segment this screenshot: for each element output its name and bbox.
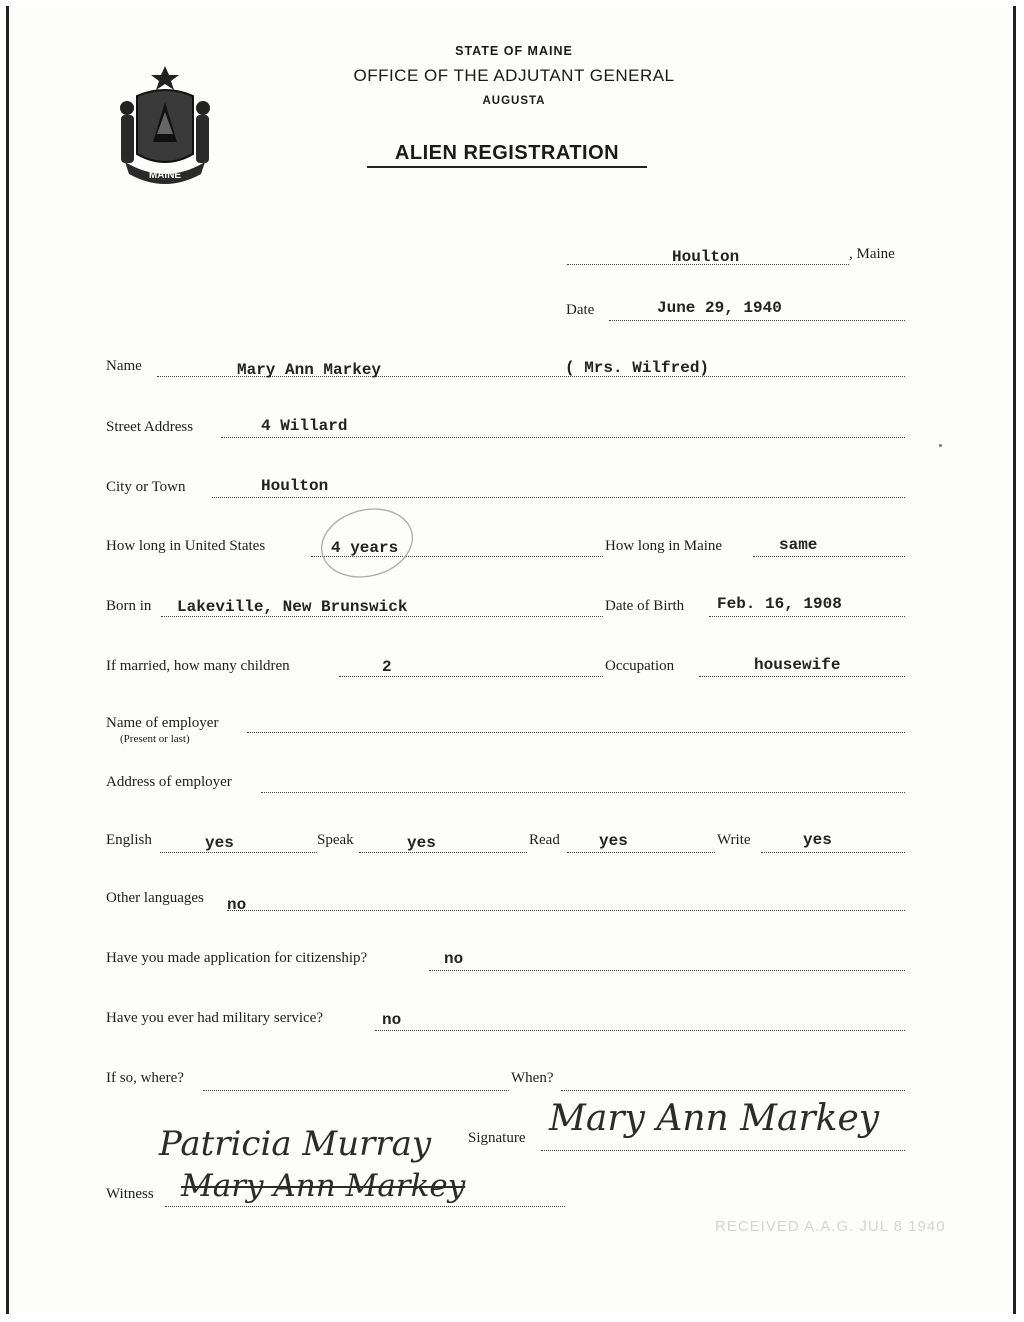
write-dotted-line bbox=[761, 852, 905, 853]
witness-label: Witness bbox=[106, 1186, 154, 1202]
english-label: English bbox=[106, 832, 152, 848]
speak-label: Speak bbox=[317, 832, 354, 848]
other-languages-dotted-line bbox=[227, 910, 905, 911]
employer-sublabel: (Present or last) bbox=[120, 733, 190, 745]
born-in-label: Born in bbox=[106, 598, 152, 614]
speak-value: yes bbox=[407, 834, 436, 852]
read-label: Read bbox=[529, 832, 560, 848]
children-dotted-line bbox=[339, 676, 603, 677]
pencil-circle-mark bbox=[315, 504, 419, 582]
seal-banner-text: MAINE bbox=[148, 170, 182, 181]
witness-signature: Patricia Murray bbox=[159, 1124, 432, 1164]
citizenship-label: Have you made application for citizenship? bbox=[106, 950, 368, 966]
city-dotted-line bbox=[212, 497, 905, 498]
date-dotted-line bbox=[609, 320, 905, 321]
applicant-signature: Mary Ann Markey bbox=[549, 1098, 880, 1139]
speak-dotted-line bbox=[359, 852, 527, 853]
employer-address-dotted-line bbox=[261, 792, 905, 793]
employer-dotted-line bbox=[247, 732, 905, 733]
dob-dotted-line bbox=[709, 616, 905, 617]
state-heading: STATE OF MAINE bbox=[455, 44, 573, 58]
name-label: Name bbox=[106, 358, 142, 374]
received-stamp: RECEIVED A.A.G. JUL 8 1940 bbox=[715, 1218, 946, 1235]
form-title: ALIEN REGISTRATION bbox=[367, 142, 647, 168]
born-in-dotted-line bbox=[161, 616, 603, 617]
name-value: Mary Ann Markey bbox=[237, 361, 382, 379]
where-label: If so, where? bbox=[106, 1070, 184, 1086]
write-value: yes bbox=[803, 831, 832, 849]
military-value: no bbox=[382, 1011, 402, 1029]
place-town-value: Houlton bbox=[672, 248, 740, 266]
street-value: 4 Willard bbox=[261, 417, 348, 435]
witness-struck-signature: Mary Ann Markey bbox=[181, 1168, 466, 1204]
children-value: 2 bbox=[382, 658, 392, 676]
read-dotted-line bbox=[567, 852, 715, 853]
other-languages-value: no bbox=[227, 896, 247, 914]
read-value: yes bbox=[599, 832, 628, 850]
where-dotted-line bbox=[203, 1090, 509, 1091]
occupation-dotted-line bbox=[699, 676, 905, 677]
born-in-value: Lakeville, New Brunswick bbox=[177, 598, 408, 616]
military-label: Have you ever had military service? bbox=[106, 1010, 323, 1026]
date-label: Date bbox=[566, 302, 595, 318]
employer-label: Name of employer bbox=[106, 715, 219, 731]
name-alt-value: ( Mrs. Wilfred) bbox=[565, 359, 710, 377]
us-duration-value: 4 years bbox=[331, 539, 399, 557]
english-dotted-line bbox=[160, 852, 317, 853]
write-label: Write bbox=[717, 832, 751, 848]
citizenship-dotted-line bbox=[429, 970, 905, 971]
signature-label: Signature bbox=[468, 1130, 526, 1146]
city-heading: AUGUSTA bbox=[482, 95, 546, 107]
stray-mark bbox=[939, 444, 942, 447]
maine-duration-dotted-line bbox=[753, 556, 905, 557]
dob-value: Feb. 16, 1908 bbox=[717, 595, 842, 613]
maine-duration-label: How long in Maine bbox=[605, 538, 723, 554]
office-heading: OFFICE OF THE ADJUTANT GENERAL bbox=[353, 66, 675, 85]
us-duration-label: How long in United States bbox=[106, 538, 266, 554]
employer-address-label: Address of employer bbox=[106, 774, 232, 790]
registration-form bbox=[6, 6, 1016, 1314]
english-value: yes bbox=[205, 834, 234, 852]
when-dotted-line bbox=[561, 1090, 905, 1091]
dob-label: Date of Birth bbox=[605, 598, 685, 614]
witness-dotted-line bbox=[165, 1206, 565, 1207]
occupation-value: housewife bbox=[754, 656, 841, 674]
street-label: Street Address bbox=[106, 419, 194, 435]
occupation-label: Occupation bbox=[605, 658, 675, 674]
children-label: If married, how many children bbox=[106, 658, 290, 674]
place-state-label: , Maine bbox=[849, 246, 895, 262]
signature-dotted-line bbox=[541, 1150, 905, 1151]
city-value: Houlton bbox=[261, 477, 329, 495]
citizenship-value: no bbox=[444, 950, 464, 968]
when-label: When? bbox=[511, 1070, 554, 1086]
date-value: June 29, 1940 bbox=[657, 299, 782, 317]
other-languages-label: Other languages bbox=[106, 890, 204, 906]
city-label: City or Town bbox=[106, 479, 186, 495]
military-dotted-line bbox=[375, 1030, 905, 1031]
maine-duration-value: same bbox=[779, 536, 818, 554]
street-dotted-line bbox=[221, 437, 905, 438]
